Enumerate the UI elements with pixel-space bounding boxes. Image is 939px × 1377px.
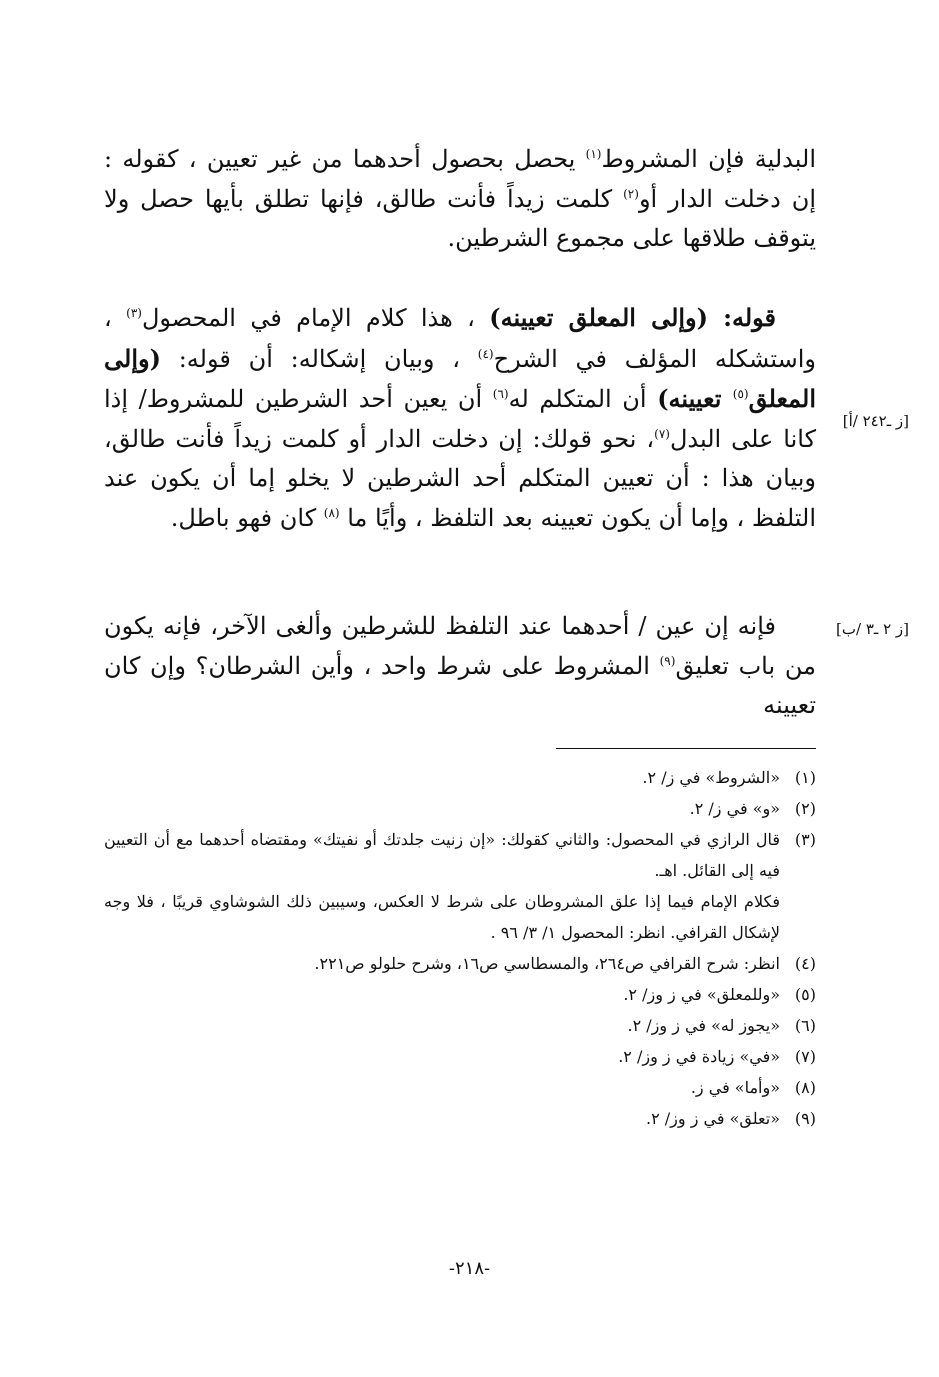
- footnote: [104, 1041, 816, 1072]
- footnote: [104, 1072, 816, 1103]
- main-text: [104, 140, 816, 259]
- text-run: ، هذا كلام الإمام في المحصول: [141, 304, 490, 332]
- footnote: [104, 948, 816, 979]
- footnote-text: قال الرازي في المحصول: والثاني كقولك: «إن زنيت جلدتك أو نفيتك» ومقتضاه أحدهما مع أن التعيين فيه إلى القائل. اهـ.: [104, 830, 781, 880]
- footnote-number: (٥): [794, 985, 816, 1004]
- text-run: ، واستشكله المؤلف في الشرح: [104, 304, 817, 373]
- footnote: [104, 979, 816, 1010]
- footnote-marker: (٣): [126, 306, 142, 320]
- footnote-text: انظر: شرح القرافي ص٢٦٤، والمسطاسي ص١٦، وشرح حلولو ص٢٢١.: [314, 954, 780, 973]
- footnote-number: (٨): [794, 1078, 816, 1097]
- footnote-marker: (٦): [492, 387, 509, 401]
- footnote-text: فكلام الإمام فيما إذا علق المشروطان على شرط لا العكس، وسيبين ذلك الشوشاوي قريبًا ، فلا وجه لإشكال القرافي. انظر: المحصول ١/ ٣/ ٩٦ .: [104, 892, 780, 942]
- footnotes-list: [104, 762, 816, 1134]
- main-text-2: [104, 298, 816, 538]
- footnote-number: (٢): [794, 799, 816, 818]
- footnote: [104, 1010, 816, 1041]
- footnote-text: «وللمعلق» في ز وز/ ٢.: [623, 985, 780, 1004]
- footnote-marker: (١): [585, 147, 602, 161]
- text-run: فإنه إن عين / أحدهما عند التلفظ للشرطين وألغى الآخر، فإنه يكون من باب تعليق: [104, 612, 816, 680]
- text-run: أن يعين أحد الشرطين للمشروط/ إذا كانا على البدل: [104, 385, 817, 453]
- text-run: كان فهو باطل.: [170, 503, 324, 532]
- text-run: أن المتكلم له: [508, 385, 658, 413]
- footnote-number: (٤): [794, 954, 816, 973]
- footnote-number: (٦): [794, 1016, 816, 1035]
- footnote-number: (١): [794, 768, 816, 787]
- footnote-marker: (٩): [659, 653, 676, 668]
- footnote-text: «و» في ز/ ٢.: [689, 799, 780, 818]
- footnote: [104, 762, 816, 793]
- footnote-continuation: [104, 886, 816, 948]
- quoted-text-bold: تعيينه): [657, 384, 733, 413]
- margin-note-manuscript-ref-1: [ز ـ٢٤٢ /أ]: [842, 412, 909, 430]
- page-number: -٢١٨-: [448, 1258, 491, 1279]
- text-run: ، وبيان إشكاله: أن قوله:: [160, 344, 478, 373]
- footnote-text: «تعلق» في ز وز/ ٢.: [646, 1109, 780, 1128]
- footnote-marker: (٢): [623, 186, 639, 201]
- footnote-marker: (٧): [654, 426, 670, 441]
- paragraph-2: [104, 298, 816, 538]
- footnote-text: «في» زيادة في ز وز/ ٢.: [618, 1047, 780, 1066]
- footnote-number: (٩): [794, 1109, 816, 1128]
- footnote-number: (٧): [794, 1047, 816, 1066]
- main-text-3: [104, 607, 816, 726]
- text-run: البدلية فإن المشروط: [601, 145, 817, 173]
- footnote-text: «وأما» في ز.: [690, 1078, 780, 1097]
- quoted-text-bold: (وإلى المعلق: [104, 343, 816, 413]
- footnote: [104, 824, 816, 886]
- footnote: [104, 793, 816, 824]
- footnote-text: «الشروط» في ز/ ٢.: [642, 768, 780, 787]
- footnote-marker: (٤): [477, 346, 494, 361]
- footnote-number: (٣): [794, 830, 816, 849]
- footnote-marker: (٥): [732, 387, 749, 401]
- footnote-marker: (٨): [323, 505, 340, 520]
- text-run: كلمت زيداً فأنت طالق، فإنها تطلق بأيها حصل ولا يتوقف طلاقها على مجموع الشرطين.: [104, 184, 816, 252]
- footnote-text: «يجوز له» في ز وز/ ٢.: [627, 1016, 780, 1035]
- footnote: [104, 1103, 816, 1134]
- paragraph-3: [104, 607, 816, 726]
- text-run: يحصل بحصول أحدهما من غير تعيين ، كقوله : إن دخلت الدار أو: [104, 145, 816, 213]
- margin-note-manuscript-ref-2: [ز ٢ ـ٣ /ب]: [836, 620, 909, 638]
- text-run: المشروط على شرط واحد ، وأين الشرطان؟ وإن كان تعيينه: [104, 651, 816, 719]
- text-run: ، نحو قولك: إن دخلت الدار أو كلمت زيداً فأنت طالق، وبيان هذا : أن تعيين المتكلم أحد الشرطين لا يخلو إما أن يكون عند التلفظ ، وإما أن يكون تعيينه بعد التلفظ ، وأيًا ما: [104, 424, 816, 532]
- paragraph-1: [104, 140, 816, 259]
- footnote-separator: [556, 748, 816, 749]
- quoted-text-bold: قوله: (وإلى المعلق تعيينه): [489, 303, 777, 332]
